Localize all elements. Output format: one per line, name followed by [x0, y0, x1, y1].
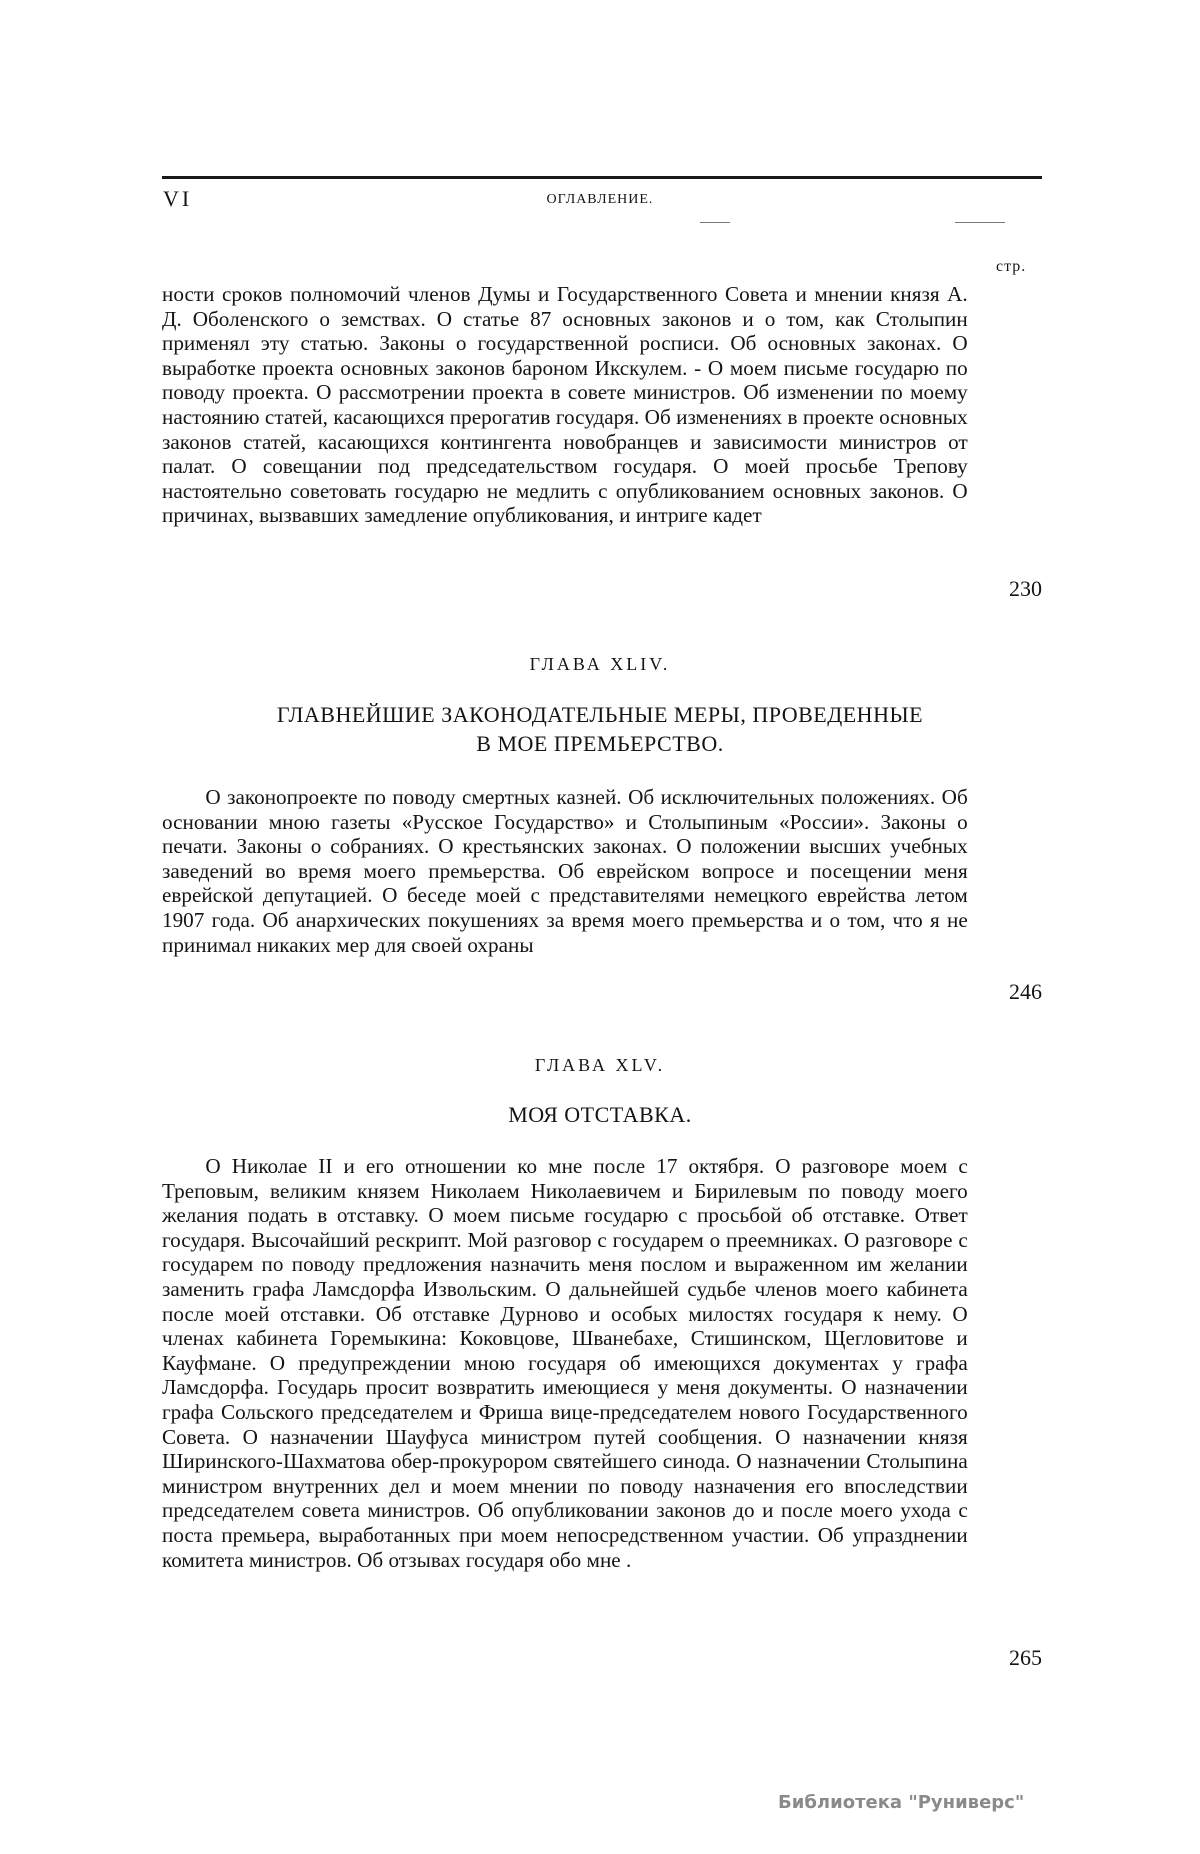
chapter-title-line: ГЛАВНЕЙШИЕ ЗАКОНОДАТЕЛЬНЫЕ МЕРЫ, ПРОВЕДЕННЫЕ	[276, 702, 924, 727]
chapter-title-line: В МОЕ ПРЕМЬЕРСТВО.	[476, 731, 724, 756]
toc-entry-page[interactable]: 230	[1009, 576, 1042, 601]
chapter-number: ГЛАВА XLIV.	[529, 654, 671, 674]
chapter-title-line: МОЯ ОТСТАВКА.	[508, 1102, 692, 1127]
chapter-number: ГЛАВА XLV.	[534, 1055, 666, 1075]
toc-entry-page[interactable]: 246	[1009, 979, 1042, 1004]
toc-entry-text: ности сроков полномочий членов Думы и Государственного Совета и мнении князя А. Д. Оболенского о земствах. О статье 87 основных законов и о том, как Столыпин применял эту статью. Законы о государственной росписи. Об основных законах. О выработке проекта основных законов бароном Икскулем. ‑ О моем письме государю по поводу проекта. О рассмотрении проекта в совете министров. Об изменении по моему настоянию статей, касающихся прерогатив государя. Об изменениях в проекте основных законов статей, касающихся контингента новобранцев и зависимости министров от палат. О совещании под председательством государя. О моей просьбе Трепову настоятельно советовать государю не медлить с опубликованием основных законов. О причинах, вызвавших замедление опубликования, и интриге кадет	[162, 282, 968, 528]
chapter-title	[140, 1100, 1060, 1129]
header-rule	[162, 176, 1042, 179]
toc-entry-text: О Николае II и его отношении ко мне после 17 октября. О разговоре моем с Треповым, великим князем Николаем Николаевичем и Бирилевым по поводу моего желания подать в отставку. О моем письме государю с просьбой об отставке. Ответ государя. Высочайший рескрипт. Мой разговор с государем о преемниках. О разговоре с государем по поводу предложения назначить меня послом и выраженном им желании заменить графа Ламсдорфа Извольским. О дальнейшей судьбе членов моего кабинета после моей отставки. Об отставке Дурново и особых милостях государя к нему. О членах кабинета Горемыкина: Коковцове, Шванебахе, Стишинском, Щегловитове и Кауфмане. О предупреждении мною государя об имеющихся документах у графа Ламсдорфа. Государь просит возвратить имеющиеся у меня документы. О назначении графа Сольского председателем и Фриша вице-председателем нового Государственного Совета. О назначении Шауфуса министром путей сообщения. О назначении князя Ширинского-Шахматова обер-прокурором святейшего синода. О назначении Столыпина министром внутренних дел и моем мнении по поводу назначения его впоследствии председателем совета министров. Об опубликовании законов до и после моего ухода с поста премьера, выработанных при моем непосредственном участии. Об упразднении комитета министров. Об отзывах государя обо мне .	[162, 1154, 968, 1572]
chapter-title	[140, 700, 1060, 758]
library-watermark: Библиотека "Руниверс"	[778, 1792, 1025, 1813]
toc-entry-text: О законопроекте по поводу смертных казней. Об исключительных положениях. Об основании мною газеты «Русское Государство» и Столыпиным «России». Законы о печати. Законы о собраниях. О крестьянских законах. О положении высших учебных заведений во время моего премьерства. Об еврейском вопросе и посещении меня еврейской депутацией. О беседе моей с представителями немецкого еврейства летом 1907 года. Об анархических покушениях за время моего премьерства и о том, что я не принимал никаких мер для своей охраны	[162, 785, 968, 957]
print-artifact	[955, 222, 1005, 223]
page-column-label: стр.	[996, 258, 1027, 275]
print-artifact	[700, 222, 730, 223]
page-folio: VI	[163, 186, 193, 211]
running-title: ОГЛАВЛЕНИЕ.	[546, 192, 654, 207]
toc-entry-page[interactable]: 265	[1009, 1645, 1042, 1670]
